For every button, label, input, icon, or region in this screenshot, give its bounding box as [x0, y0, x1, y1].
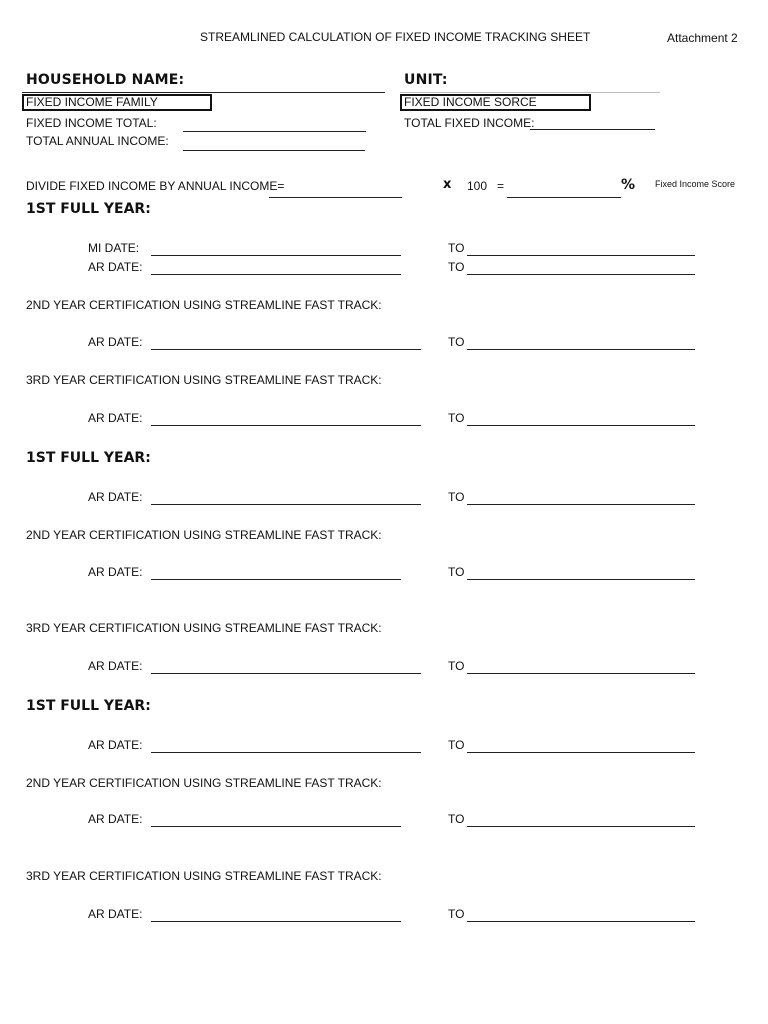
ar-date-field[interactable]	[151, 274, 401, 275]
mi-date-to-label: TO	[448, 241, 465, 255]
divide-label: DIVIDE FIXED INCOME BY ANNUAL INCOME=	[26, 179, 285, 193]
ar-date-to-label: TO	[448, 565, 465, 579]
ar-date-field[interactable]	[151, 425, 421, 426]
fixed-income-source-text: FIXED INCOME SORCE	[404, 95, 537, 109]
total-fixed-income-field[interactable]	[530, 129, 655, 130]
total-annual-income-field[interactable]	[183, 150, 365, 151]
ar-date-field[interactable]	[151, 504, 421, 505]
unit-label: UNIT:	[404, 72, 448, 88]
ar-date-to-label: TO	[448, 812, 465, 826]
second-year-heading: 2ND YEAR CERTIFICATION USING STREAMLINE FAST TRACK:	[26, 528, 382, 542]
ar-date-field[interactable]	[151, 752, 421, 753]
equals-text: =	[497, 179, 505, 193]
fixed-income-family-text: FIXED INCOME FAMILY	[26, 95, 158, 109]
ar-date-field[interactable]	[151, 673, 421, 674]
first-full-year-heading: 1ST FULL YEAR:	[26, 450, 151, 466]
ar-date-to-label: TO	[448, 907, 465, 921]
attachment-label: Attachment 2	[667, 31, 738, 45]
ar-date-label: AR DATE:	[88, 907, 143, 921]
ar-date-label: AR DATE:	[88, 659, 143, 673]
total-fixed-income-label: TOTAL FIXED INCOME:	[404, 116, 535, 130]
fixed-income-family-box[interactable]	[22, 94, 212, 111]
first-full-year-heading: 1ST FULL YEAR:	[26, 698, 151, 714]
unit-field[interactable]	[400, 92, 660, 93]
mi-date-label: MI DATE:	[88, 241, 140, 255]
ar-date-label: AR DATE:	[88, 812, 143, 826]
ar-date-to-field[interactable]	[467, 752, 695, 753]
ar-date-field[interactable]	[151, 921, 401, 922]
ar-date-to-field[interactable]	[467, 826, 695, 827]
fixed-income-total-label: FIXED INCOME TOTAL:	[26, 116, 157, 130]
score-field[interactable]	[507, 197, 621, 198]
document-title: STREAMLINED CALCULATION OF FIXED INCOME TRACKING SHEET	[200, 30, 591, 44]
fixed-income-total-field[interactable]	[183, 131, 366, 132]
ar-date-to-field[interactable]	[467, 673, 695, 674]
ar-date-to-label: TO	[448, 260, 465, 274]
ar-date-to-field[interactable]	[467, 921, 695, 922]
ar-date-to-label: TO	[448, 659, 465, 673]
ar-date-to-field[interactable]	[467, 349, 695, 350]
percent-icon: %	[621, 177, 636, 193]
third-year-heading: 3RD YEAR CERTIFICATION USING STREAMLINE FAST TRACK:	[26, 621, 382, 635]
total-annual-income-label: TOTAL ANNUAL INCOME:	[26, 134, 169, 148]
ar-date-field[interactable]	[151, 349, 421, 350]
third-year-heading: 3RD YEAR CERTIFICATION USING STREAMLINE FAST TRACK:	[26, 869, 382, 883]
second-year-heading: 2ND YEAR CERTIFICATION USING STREAMLINE FAST TRACK:	[26, 776, 382, 790]
ar-date-label: AR DATE:	[88, 738, 143, 752]
ar-date-to-label: TO	[448, 411, 465, 425]
ar-date-to-label: TO	[448, 490, 465, 504]
ar-date-label: AR DATE:	[88, 411, 143, 425]
ar-date-to-label: TO	[448, 738, 465, 752]
ar-date-to-field[interactable]	[467, 504, 695, 505]
first-full-year-heading: 1ST FULL YEAR:	[26, 201, 151, 217]
ar-date-to-field[interactable]	[467, 274, 695, 275]
household-name-field[interactable]	[22, 92, 385, 93]
third-year-heading: 3RD YEAR CERTIFICATION USING STREAMLINE FAST TRACK:	[26, 373, 382, 387]
mi-date-field[interactable]	[151, 255, 401, 256]
ar-date-field[interactable]	[151, 826, 401, 827]
fixed-income-score-label: Fixed Income Score	[655, 179, 736, 189]
household-name-label: HOUSEHOLD NAME:	[26, 72, 185, 88]
fixed-income-source-box[interactable]	[400, 94, 591, 111]
ar-date-to-field[interactable]	[467, 425, 695, 426]
ar-date-field[interactable]	[151, 579, 401, 580]
ar-date-label: AR DATE:	[88, 490, 143, 504]
ar-date-label: AR DATE:	[88, 335, 143, 349]
hundred-text: 100	[467, 179, 488, 193]
ar-date-to-label: TO	[448, 335, 465, 349]
ratio-field[interactable]	[269, 197, 402, 198]
ar-date-to-field[interactable]	[467, 579, 695, 580]
ar-date-label: AR DATE:	[88, 565, 143, 579]
mi-date-to-field[interactable]	[467, 255, 695, 256]
ar-date-label: AR DATE:	[88, 260, 143, 274]
second-year-heading: 2ND YEAR CERTIFICATION USING STREAMLINE FAST TRACK:	[26, 298, 382, 312]
multiply-icon: x	[443, 177, 452, 192]
